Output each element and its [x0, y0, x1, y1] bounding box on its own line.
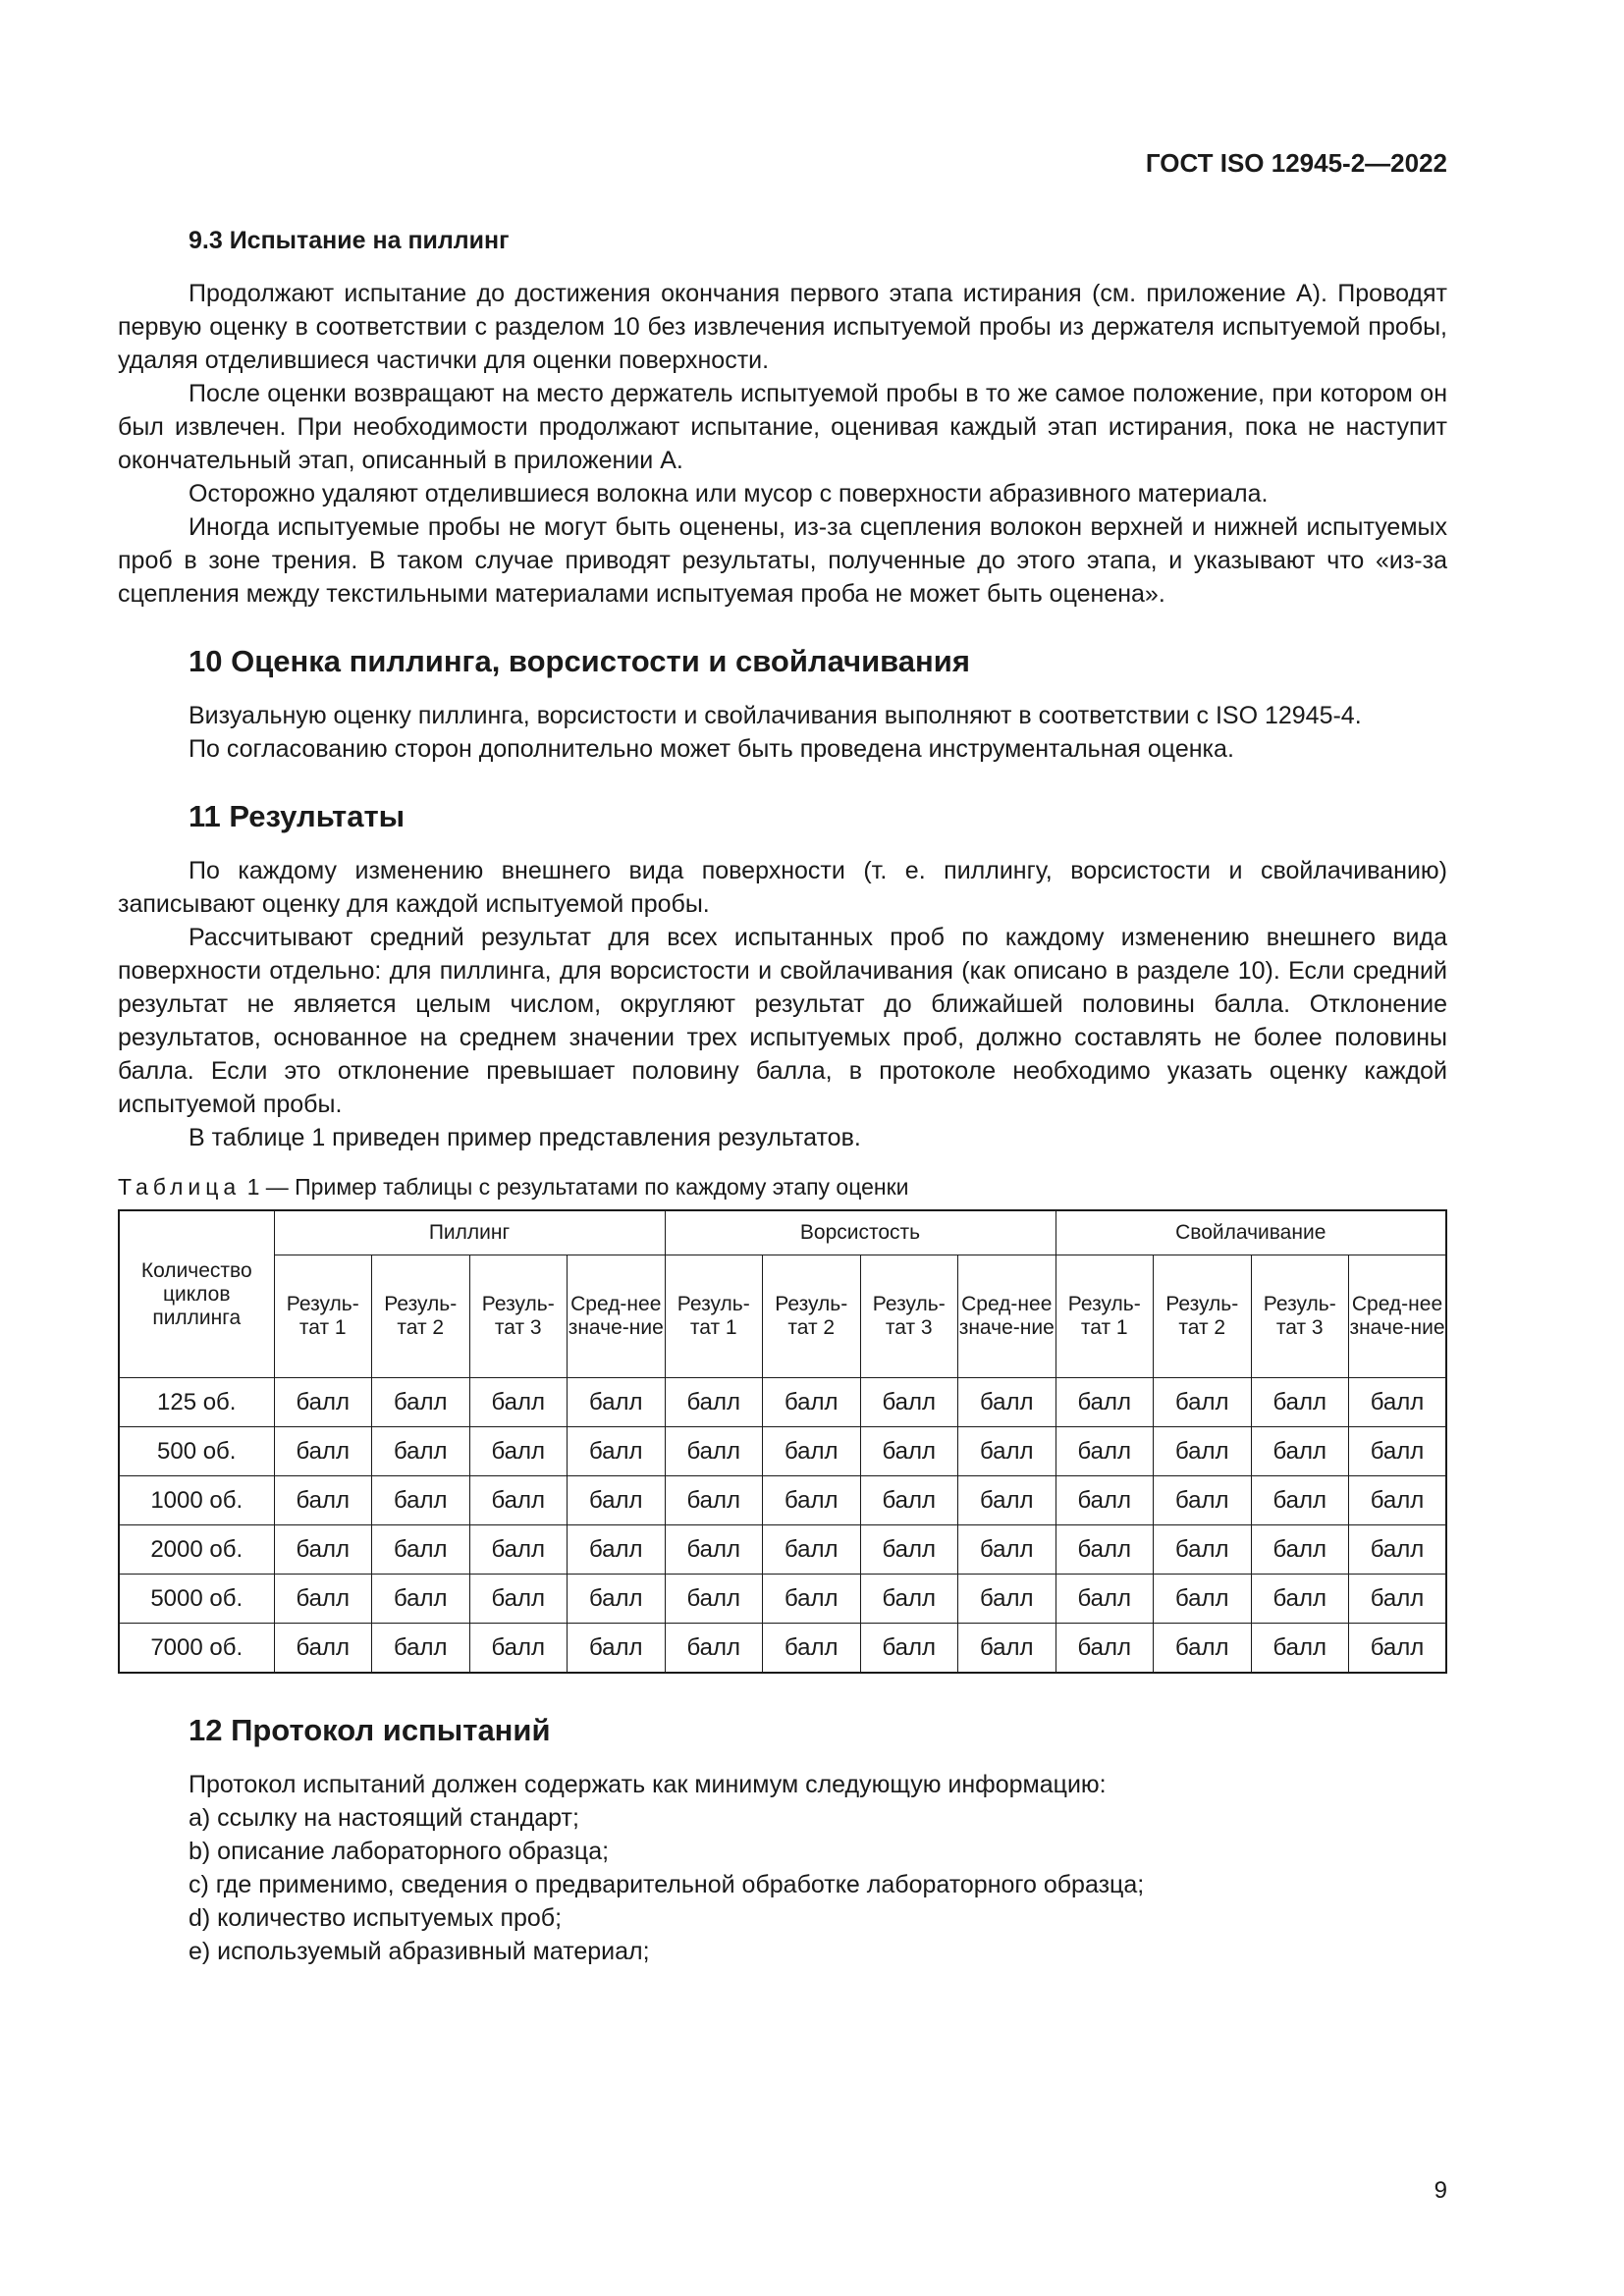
score-cell: балл: [372, 1624, 470, 1674]
score-cell: балл: [1154, 1427, 1252, 1476]
subheader-cell: Резуль-​тат 3: [860, 1255, 958, 1378]
score-cell: балл: [372, 1575, 470, 1624]
score-cell: балл: [1349, 1624, 1447, 1674]
score-cell: балл: [763, 1575, 861, 1624]
table-row: [119, 1624, 1446, 1674]
section-10-paragraph: Визуальную оценку пиллинга, ворсистости и свойлачивания выполняют в соответствии с ISO 12945-4.: [189, 702, 1362, 729]
score-cell: балл: [860, 1575, 958, 1624]
score-cell: балл: [1251, 1575, 1349, 1624]
cycles-cell: 2000 об.: [119, 1525, 274, 1575]
score-cell: балл: [958, 1427, 1056, 1476]
protocol-list: [189, 1801, 1447, 1968]
score-cell: балл: [274, 1575, 372, 1624]
section-11-paragraph: В таблице 1 приведен пример представления результатов.: [189, 1124, 861, 1151]
section-9-3-paragraph: Продолжают испытание до достижения окончания первого этапа истирания (см. приложение А). Проводят первую оценку в соответствии с разделом 10 без извлечения испытуемой пробы из держателя испытуемой пробы, удаляя отделившиеся частички для оценки поверхности.: [118, 280, 1447, 374]
subheader-cell: Резуль-​тат 1: [1056, 1255, 1154, 1378]
score-cell: балл: [1056, 1624, 1154, 1674]
score-cell: балл: [763, 1378, 861, 1427]
score-cell: балл: [372, 1378, 470, 1427]
section-10-title: 10 Оценка пиллинга, ворсистости и свойлачивания: [189, 644, 970, 678]
score-cell: балл: [1056, 1378, 1154, 1427]
cycles-cell: 1000 об.: [119, 1476, 274, 1525]
score-cell: балл: [568, 1525, 666, 1575]
score-cell: балл: [1154, 1575, 1252, 1624]
list-item: e) используемый абразивный материал;: [189, 1938, 650, 1965]
list-item: a) ссылку на настоящий стандарт;: [189, 1804, 579, 1832]
score-cell: балл: [1349, 1476, 1447, 1525]
cycles-cell: 500 об.: [119, 1427, 274, 1476]
score-cell: балл: [274, 1427, 372, 1476]
score-cell: балл: [763, 1624, 861, 1674]
score-cell: балл: [958, 1624, 1056, 1674]
score-cell: балл: [665, 1476, 763, 1525]
table-caption-text: 1 — Пример таблицы с результатами по каждому этапу оценки: [241, 1174, 909, 1200]
cycles-column-header: Количество циклов пиллинга: [119, 1210, 274, 1378]
score-cell: балл: [372, 1476, 470, 1525]
score-cell: балл: [1349, 1427, 1447, 1476]
results-table: [118, 1209, 1447, 1674]
subheader-cell: Сред-​нее значе-​ние: [1349, 1255, 1447, 1378]
section-12-intro: Протокол испытаний должен содержать как минимум следующую информацию:: [189, 1771, 1107, 1798]
cycles-cell: 5000 об.: [119, 1575, 274, 1624]
score-cell: балл: [568, 1624, 666, 1674]
table-row: [119, 1427, 1446, 1476]
section-9-3-paragraph: Иногда испытуемые пробы не могут быть оценены, из-за сцепления волокон верхней и нижней испытуемых проб в зоне трения. В таком случае приводят результаты, полученные до этого этапа, и указывают что «из-за сцепления между текстильными материалами испытуемая проба не может быть оценена».: [118, 513, 1447, 608]
section-9-3-paragraph: После оценки возвращают на место держатель испытуемой пробы в то же самое положение, при котором он был извлечен. При необходимости продолжают испытание, оценивая каждый этап истирания, пока не наступит окончательный этап, описанный в приложении А.: [118, 380, 1447, 474]
table-row: [119, 1378, 1446, 1427]
score-cell: балл: [860, 1624, 958, 1674]
score-cell: балл: [568, 1427, 666, 1476]
subheader-cell: Сред-​нее значе-​ние: [568, 1255, 666, 1378]
section-11-title: 11 Результаты: [189, 799, 406, 833]
score-cell: балл: [274, 1378, 372, 1427]
group-header-pilling: Пиллинг: [274, 1210, 665, 1255]
score-cell: балл: [958, 1378, 1056, 1427]
subheader-row: [119, 1255, 1446, 1378]
score-cell: балл: [1154, 1378, 1252, 1427]
subheader-cell: Резуль-​тат 3: [469, 1255, 568, 1378]
score-cell: балл: [568, 1476, 666, 1525]
score-cell: балл: [1251, 1624, 1349, 1674]
score-cell: балл: [469, 1525, 568, 1575]
section-10-paragraph: По согласованию сторон дополнительно может быть проведена инструментальная оценка.: [189, 735, 1234, 763]
score-cell: балл: [763, 1427, 861, 1476]
section-9-3-title: 9.3 Испытание на пиллинг: [189, 227, 510, 254]
subheader-cell: Резуль-​тат 3: [1251, 1255, 1349, 1378]
section-11-paragraph: По каждому изменению внешнего вида поверхности (т. е. пиллингу, ворсистости и свойлачиванию) записывают оценку для каждой испытуемой пробы.: [118, 857, 1447, 918]
score-cell: балл: [372, 1525, 470, 1575]
subheader-cell: Резуль-​тат 1: [665, 1255, 763, 1378]
score-cell: балл: [1349, 1378, 1447, 1427]
score-cell: балл: [860, 1525, 958, 1575]
score-cell: балл: [665, 1624, 763, 1674]
list-item: c) где применимо, сведения о предварительной обработке лабораторного образца;: [189, 1871, 1145, 1898]
score-cell: балл: [1349, 1525, 1447, 1575]
list-item: b) описание лабораторного образца;: [189, 1838, 610, 1865]
score-cell: балл: [469, 1624, 568, 1674]
group-header-matting: Свойлачивание: [1056, 1210, 1446, 1255]
table-caption: [118, 1172, 1447, 1201]
table-row: [119, 1525, 1446, 1575]
score-cell: балл: [568, 1575, 666, 1624]
page-number: 9: [1434, 2177, 1447, 2204]
score-cell: балл: [860, 1378, 958, 1427]
score-cell: балл: [958, 1476, 1056, 1525]
section-12-title: 12 Протокол испытаний: [189, 1713, 551, 1747]
score-cell: балл: [469, 1575, 568, 1624]
subheader-cell: Сред-​нее значе-​ние: [958, 1255, 1056, 1378]
score-cell: балл: [860, 1476, 958, 1525]
subheader-cell: Резуль-​тат 2: [1154, 1255, 1252, 1378]
subheader-cell: Резуль-​тат 2: [763, 1255, 861, 1378]
subheader-cell: Резуль-​тат 1: [274, 1255, 372, 1378]
score-cell: балл: [958, 1575, 1056, 1624]
score-cell: балл: [1154, 1525, 1252, 1575]
score-cell: балл: [1154, 1624, 1252, 1674]
list-item: d) количество испытуемых проб;: [189, 1904, 563, 1932]
table-body: [119, 1378, 1446, 1674]
table-caption-prefix: Таблица: [118, 1174, 242, 1200]
score-cell: балл: [469, 1427, 568, 1476]
score-cell: балл: [1251, 1525, 1349, 1575]
table-row: [119, 1476, 1446, 1525]
cycles-cell: 125 об.: [119, 1378, 274, 1427]
score-cell: балл: [274, 1525, 372, 1575]
score-cell: балл: [469, 1378, 568, 1427]
section-9-3-paragraph: Осторожно удаляют отделившиеся волокна или мусор с поверхности абразивного материала.: [189, 480, 1269, 507]
score-cell: балл: [1251, 1427, 1349, 1476]
score-cell: балл: [763, 1476, 861, 1525]
section-11-paragraph: Рассчитывают средний результат для всех испытанных проб по каждому изменению внешнего вида поверхности отдельно: для пиллинга, для ворсистости и свойлачивания (как описано в разделе 10). Если средний результат не является целым числом, округляют результат до ближайшей половины балла. Отклонение результатов, основанное на среднем значении трех испытуемых проб, должно составлять не более половины балла. Если это отклонение превышает половину балла, в протоколе необходимо указать оценку каждой испытуемой пробы.: [118, 924, 1447, 1118]
score-cell: балл: [1056, 1525, 1154, 1575]
score-cell: балл: [763, 1525, 861, 1575]
document-code-header: ГОСТ ISO 12945-2—2022: [1145, 148, 1447, 178]
score-cell: балл: [1154, 1476, 1252, 1525]
subheader-cell: Резуль-​тат 2: [372, 1255, 470, 1378]
score-cell: балл: [1349, 1575, 1447, 1624]
score-cell: балл: [274, 1624, 372, 1674]
score-cell: балл: [1056, 1427, 1154, 1476]
table-row: [119, 1575, 1446, 1624]
score-cell: балл: [665, 1525, 763, 1575]
cycles-cell: 7000 об.: [119, 1624, 274, 1674]
score-cell: балл: [469, 1476, 568, 1525]
score-cell: балл: [665, 1378, 763, 1427]
score-cell: балл: [1056, 1476, 1154, 1525]
score-cell: балл: [1251, 1476, 1349, 1525]
score-cell: балл: [372, 1427, 470, 1476]
score-cell: балл: [665, 1427, 763, 1476]
score-cell: балл: [274, 1476, 372, 1525]
page-content: [118, 224, 1447, 1968]
group-header-fuzzing: Ворсистость: [665, 1210, 1056, 1255]
score-cell: балл: [1251, 1378, 1349, 1427]
score-cell: балл: [958, 1525, 1056, 1575]
score-cell: балл: [860, 1427, 958, 1476]
score-cell: балл: [568, 1378, 666, 1427]
score-cell: балл: [665, 1575, 763, 1624]
score-cell: балл: [1056, 1575, 1154, 1624]
